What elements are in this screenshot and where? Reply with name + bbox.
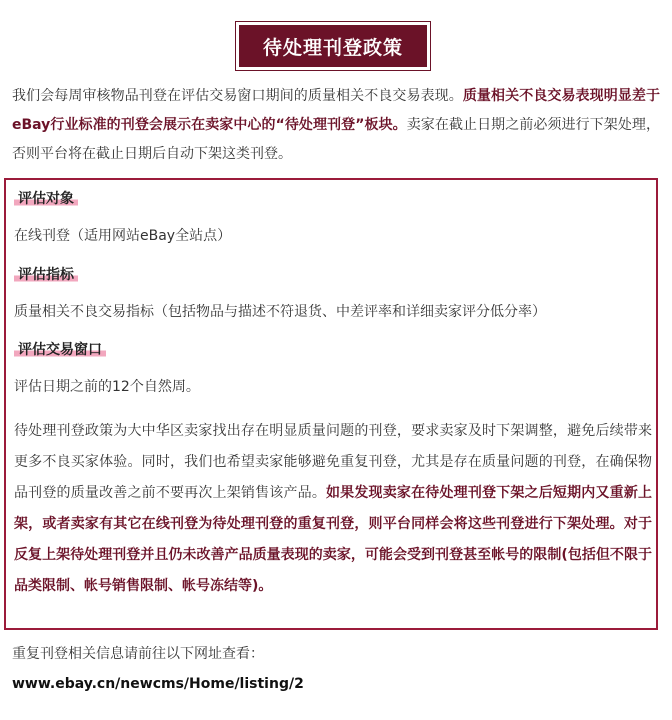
title-frame xyxy=(235,21,431,71)
intro-text-2: 卖家在截止日期之前必须进行下架处理，否则平台将在截止日期后自动下架这类刊登。 xyxy=(12,117,661,162)
page-title: 待处理刊登政策 xyxy=(239,25,427,67)
policy-paragraph xyxy=(14,416,652,602)
policy-text: 待处理刊登政策为大中华区卖家找出存在明显质量问题的刊登，要求卖家及时下架调整，避免后续带来更多不良买家体验。同时，我们也希望卖家能够避免重复刊登，尤其是存在质量问题的刊登，在确保物品刊登的质量改善之前不要再次上架销售该产品。 xyxy=(14,423,652,501)
policy-bold-text: 如果发现卖家在待处理刊登下架之后短期内又重新上架，或者卖家有其它在线刊登为待处理刊登的重复刊登，则平台同样会将这些刊登进行下架处理。对于反复上架待处理刊登并且仍未改善产品质量表现的卖家，可能会受到刊登甚至帐号的限制(包括但不限于品类限制、帐号销售限制、帐号冻结等)。 xyxy=(14,485,652,594)
section-text-window: 评估日期之前的12个自然周。 xyxy=(14,379,200,395)
intro-paragraph xyxy=(12,82,660,169)
section-heading-target: 评估对象 xyxy=(14,188,78,208)
policy-box xyxy=(4,178,658,630)
listing-url-link[interactable]: www.ebay.cn/newcms/Home/listing/2 xyxy=(12,676,304,692)
section-text-target: 在线刊登（适用网站eBay全站点） xyxy=(14,228,232,244)
section-heading-window: 评估交易窗口 xyxy=(14,339,106,359)
intro-text: 我们会每周审核物品刊登在评估交易窗口期间的质量相关不良交易表现。 xyxy=(12,88,463,104)
section-text-metric: 质量相关不良交易指标（包括物品与描述不符退货、中差评率和详细卖家评分低分率） xyxy=(14,304,546,320)
intro-bold-text: 质量相关不良交易表现明显差于eBay行业标准的刊登会展示在卖家中心的“待处理刊登”板块。 xyxy=(12,88,660,133)
section-heading-metric: 评估指标 xyxy=(14,264,78,284)
footer-note: 重复刊登相关信息请前往以下网址查看： xyxy=(12,646,264,662)
